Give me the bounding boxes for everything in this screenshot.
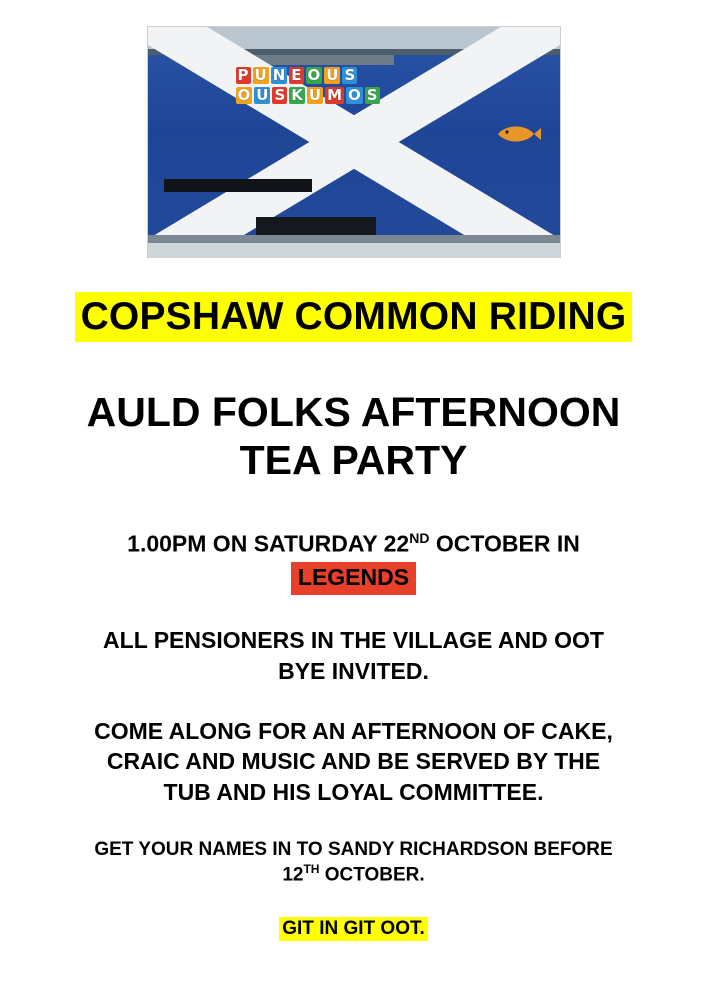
saltire-flag-photo [147,26,561,258]
rsvp-paragraph [34,837,674,887]
banner-letter: O [237,86,251,104]
headline-line-1: AULD FOLKS AFTERNOON [86,389,621,436]
description-paragraph [44,716,664,807]
description-line-1: COME ALONG FOR AN AFTERNOON OF CAKE, [94,717,613,744]
banner-letter: O [348,86,361,104]
banner-letter: O [307,66,321,84]
banner-letter: S [366,86,378,104]
venue-name: LEGENDS [291,562,416,595]
photo-bottom-bar [148,243,560,257]
footer-slogan: GIT IN GIT OOT. [279,917,428,941]
banner-letter-row-2 [236,87,416,104]
banner-letter: U [308,86,322,104]
poster-title-band [49,292,659,342]
banner-letter: S [344,66,356,84]
banner-letter: K [291,86,303,104]
poster-headline [34,388,674,485]
banner-letter: U [326,66,339,84]
venue-row [34,559,674,595]
invitation-line-1: ALL PENSIONERS IN THE VILLAGE AND OOT [103,627,604,654]
event-datetime-line [34,529,674,560]
banner-letter: M [327,86,343,104]
rsvp-line-2 [34,862,674,887]
rsvp-deadline-day: 12 [282,864,304,886]
description-line-2: CRAIC AND MUSIC AND BE SERVED BY THE [106,748,601,775]
fish-icon [496,123,542,145]
description-line-3: TUB AND HIS LOYAL COMMITTEE. [163,778,544,805]
banner-letter: U [254,66,267,84]
poster-image-container [0,0,707,258]
poster-footer [34,917,674,941]
photo-bottom-bar-shadow [148,235,560,243]
event-location-prefix: OCTOBER IN [429,530,580,557]
banner-letter: P [237,66,249,84]
page-title: COPSHAW COMMON RIDING [75,292,633,342]
invitation-line-2: BYE INVITED. [278,657,429,684]
banner-letter-row-1 [236,67,416,84]
banner-letter: U [256,86,269,104]
headline-line-2: TEA PARTY [239,437,468,484]
banner-letter-blocks [236,67,416,107]
photo-dark-panel-left [164,179,312,192]
banner-letter: S [274,86,286,104]
date-ordinal-suffix: ND [409,529,430,546]
banner-letter: N [272,66,286,84]
invitation-paragraph [44,625,664,686]
event-datetime-block [34,529,674,595]
flag-background [148,27,560,257]
rsvp-ordinal-suffix: TH [303,862,320,877]
event-time-date: 1.00PM ON SATURDAY 22 [127,530,410,557]
rsvp-deadline-month: OCTOBER. [319,864,425,886]
banner-letter: E [291,66,302,84]
rsvp-line-1: GET YOUR NAMES IN TO SANDY RICHARDSON BEFORE [94,839,613,860]
